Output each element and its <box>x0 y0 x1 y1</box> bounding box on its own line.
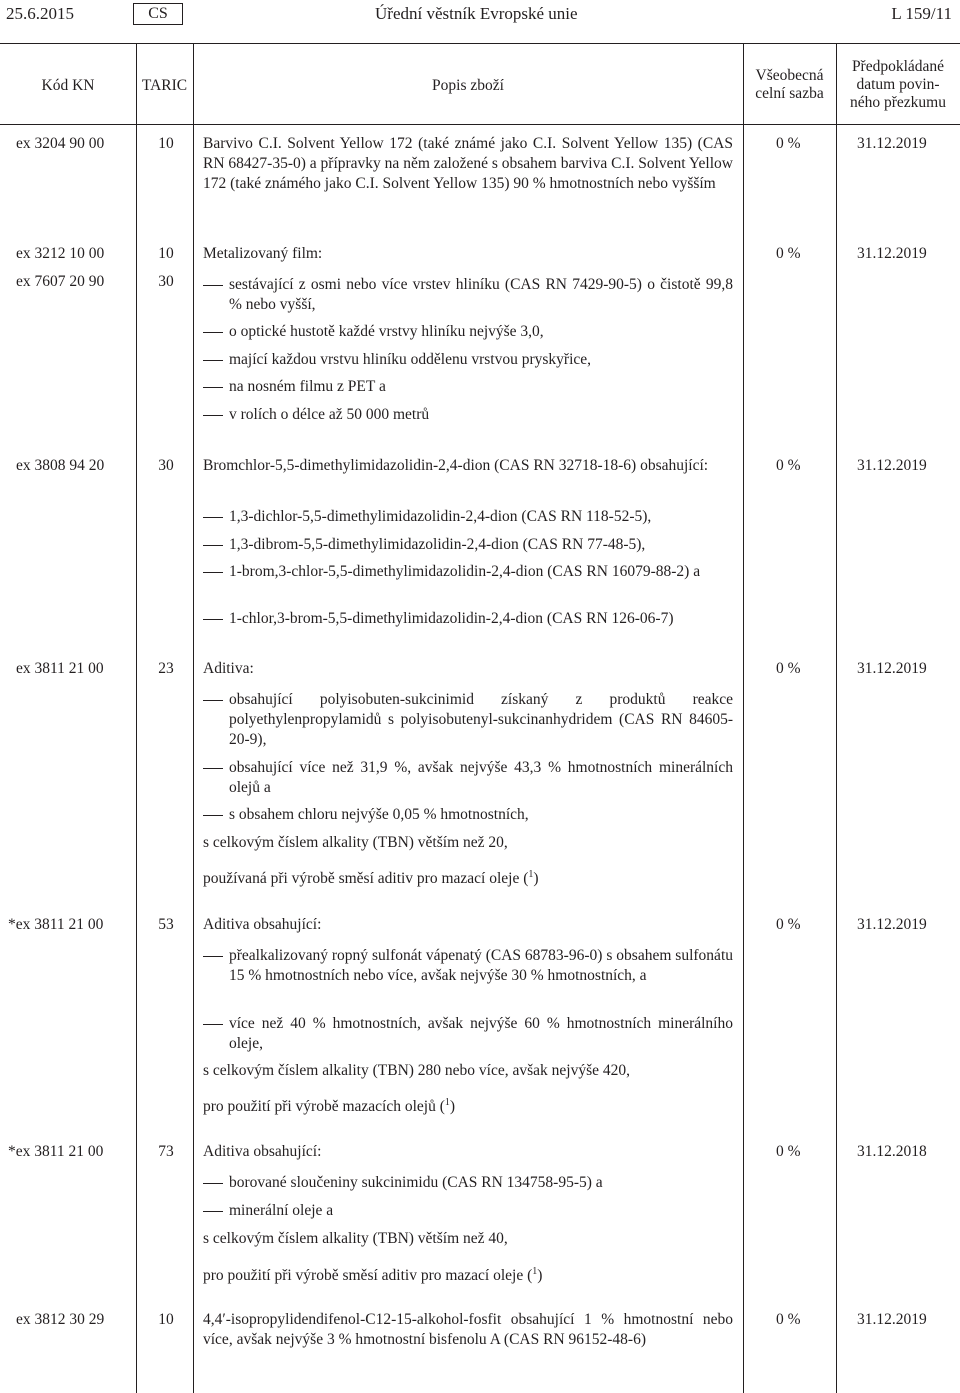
kn-code: ex 3808 94 20 <box>16 457 105 474</box>
column-divider <box>836 124 837 1393</box>
column-header-date-line: datum povin- <box>856 76 940 93</box>
duty-rate: 0 % <box>776 916 801 933</box>
list-item: přealkalizovaný ropný sulfonát vápenatý (CAS 68783-96-0) s obsahem sulfonátu 15 % hmotnostních nebo více, avšak nejvýše 30 % hmotnostních, a <box>203 946 733 986</box>
column-header-kn: Kód KN <box>41 77 95 94</box>
taric-code: 10 <box>158 1311 174 1328</box>
list-item: mající každou vrstvu hliníku oddělenu vrstvou pryskyřice, <box>203 350 733 370</box>
column-divider <box>193 124 194 1393</box>
footnote-ref: 1 <box>532 1266 538 1277</box>
description-line <box>203 1093 733 1117</box>
review-date: 31.12.2019 <box>857 135 927 152</box>
description: Aditiva: <box>203 660 254 677</box>
kn-code: *ex 3811 21 00 <box>8 1143 104 1160</box>
description-line <box>203 1262 733 1286</box>
taric-code: 53 <box>158 916 174 933</box>
footnote-ref: 1 <box>444 1097 450 1108</box>
column-header-date-line: Předpokládané <box>851 58 945 75</box>
description-line <box>203 865 733 889</box>
table-header <box>0 43 960 125</box>
publication-date: 25.6.2015 <box>6 4 74 23</box>
duty-rate: 0 % <box>776 660 801 677</box>
description-text: používaná při výrobě směsí aditiv pro mazací oleje ( <box>203 870 529 888</box>
journal-title: Úřední věstník Evropské unie <box>375 4 578 23</box>
review-date: 31.12.2019 <box>857 916 927 933</box>
description: Aditiva obsahující: <box>203 916 322 933</box>
description: Bromchlor-5,5-dimethylimidazolidin-2,4-dion (CAS RN 32718-18-6) obsahující: <box>203 457 709 474</box>
list-item: borované sloučeniny sukcinimidu (CAS RN 134758-95-5) a <box>203 1173 733 1193</box>
taric-code: 23 <box>158 660 174 677</box>
list-item: sestávající z osmi nebo více vrstev hliníku (CAS RN 7429-90-5) o čistotě 99,8 % nebo vyšší, <box>203 275 733 315</box>
language-badge: CS <box>133 3 183 25</box>
duty-rate: 0 % <box>776 245 801 262</box>
kn-code: ex 3811 21 00 <box>16 660 104 677</box>
list-item: na nosném filmu z PET a <box>203 377 733 397</box>
duty-rate: 0 % <box>776 1143 801 1160</box>
description-line: s celkovým číslem alkality (TBN) větším než 20, <box>203 834 508 851</box>
list-item: 1-chlor,3-brom-5,5-dimethylimidazolidin-2,4-dion (CAS RN 126-06-7) <box>203 609 733 629</box>
kn-code: ex 3212 10 00 <box>16 245 105 262</box>
description: 4,4′-isopropylidendifenol-C12-15-alkohol-fosfit obsahující 1 % hmotnostní nebo více, avšak nejvýše 3 % hmotnostní bisfenolu A (CAS RN 96152-48-6) <box>203 1311 733 1348</box>
taric-code: 73 <box>158 1143 174 1160</box>
kn-code: *ex 3811 21 00 <box>8 916 104 933</box>
description: Barvivo C.I. Solvent Yellow 172 (také známé jako C.I. Solvent Yellow 135) (CAS RN 68427-35-0) a přípravky na něm založené s obsahem barviva C.I. Solvent Yellow 172 (také známého jako C.I. Solvent Yellow 135) 90 % hmotnostních nebo vyšším <box>203 135 733 192</box>
column-divider <box>136 124 137 1393</box>
list-item: 1-brom,3-chlor-5,5-dimethylimidazolidin-2,4-dion (CAS RN 16079-88-2) a <box>203 562 733 582</box>
kn-code: ex 3204 90 00 <box>16 135 105 152</box>
duty-rate: 0 % <box>776 457 801 474</box>
taric-code: 10 <box>158 135 174 152</box>
footnote-close: ) <box>449 1098 456 1116</box>
footnote-close: ) <box>533 870 539 888</box>
description-text: pro použití při výrobě směsí aditiv pro mazací oleje ( <box>203 1267 533 1285</box>
taric-code: 30 <box>158 273 174 290</box>
column-header-rate <box>743 67 836 103</box>
column-divider <box>743 124 744 1393</box>
list-item: 1,3-dichlor-5,5-dimethylimidazolidin-2,4-dion (CAS RN 118-52-5), <box>203 507 733 527</box>
review-date: 31.12.2019 <box>857 1311 927 1328</box>
page-number: L 159/11 <box>891 4 952 23</box>
column-header-date-line: ného přezkumu <box>850 94 946 111</box>
list-item: s obsahem chloru nejvýše 0,05 % hmotnostních, <box>203 805 733 825</box>
column-header-review-date <box>836 58 960 112</box>
column-header-rate-line: celní sazba <box>755 85 824 102</box>
duty-rate: 0 % <box>776 1311 801 1328</box>
review-date: 31.12.2018 <box>857 1143 927 1160</box>
list-item: o optické hustotě každé vrstvy hliníku nejvýše 3,0, <box>203 322 733 342</box>
footnote-close: ) <box>537 1267 543 1285</box>
taric-code: 10 <box>158 245 174 262</box>
review-date: 31.12.2019 <box>857 660 927 677</box>
list-item: v rolích o délce až 50 000 metrů <box>203 405 733 425</box>
footnote-ref: 1 <box>528 869 534 880</box>
description: Aditiva obsahující: <box>203 1143 322 1160</box>
column-header-taric: TARIC <box>141 77 188 94</box>
column-header-rate-line: Všeobecná <box>755 67 824 84</box>
taric-code: 30 <box>158 457 174 474</box>
duty-rate: 0 % <box>776 135 801 152</box>
description-line: s celkovým číslem alkality (TBN) větším než 40, <box>203 1230 508 1247</box>
column-header-description: Popis zboží <box>432 77 504 94</box>
description-text: pro použití při výrobě mazacích olejů ( <box>203 1098 445 1116</box>
list-item: obsahující polyisobuten-sukcinimid získaný z produktů reakce polyethylenpropylamidů s polyisobutenyl-sukcinanhydridem (CAS RN 84605-20-9), <box>203 690 733 750</box>
list-item: obsahující více než 31,9 %, avšak nejvýše 43,3 % hmotnostních minerálních olejů a <box>203 758 733 798</box>
review-date: 31.12.2019 <box>857 457 927 474</box>
page-header <box>0 0 960 30</box>
kn-code: ex 3812 30 29 <box>16 1311 105 1328</box>
list-item: minerální oleje a <box>203 1201 733 1221</box>
description: Metalizovaný film: <box>203 245 323 262</box>
kn-code: ex 7607 20 90 <box>16 273 105 290</box>
list-item: 1,3-dibrom-5,5-dimethylimidazolidin-2,4-dion (CAS RN 77-48-5), <box>203 535 733 555</box>
list-item: více než 40 % hmotnostních, avšak nejvýše 60 % hmotnostních minerálního oleje, <box>203 1014 733 1054</box>
review-date: 31.12.2019 <box>857 245 927 262</box>
description-line: s celkovým číslem alkality (TBN) 280 nebo více, avšak nejvýše 420, <box>203 1062 631 1079</box>
